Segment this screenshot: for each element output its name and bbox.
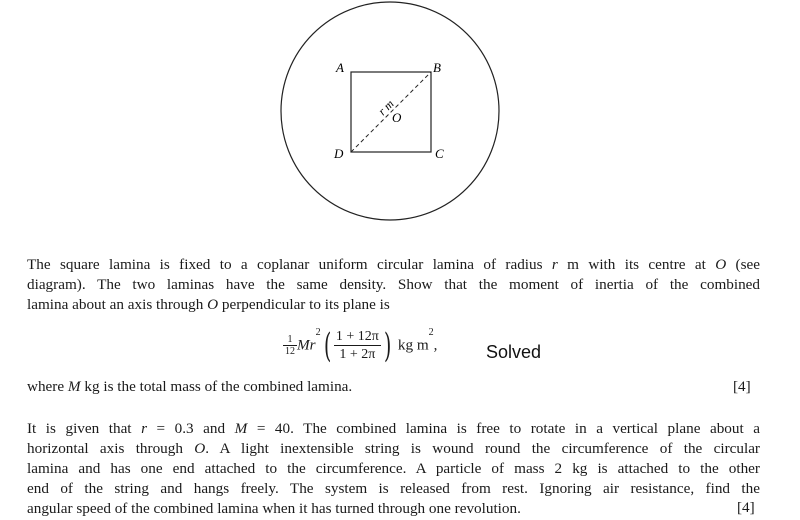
label-d: D <box>334 146 344 161</box>
p2-line: angular speed of the combined lamina when it has turned through one revolution. <box>27 500 521 517</box>
p2-line: It is given that r = 0.3 and M = 40. The combined lamina is free to rotate in a vertical plane about a <box>27 420 760 437</box>
paragraph-question <box>27 419 760 519</box>
frac-denominator: 1 + 2π <box>339 347 376 363</box>
p1-line: diagram). The two laminas have the same density. Show that the moment of inertia of the combined <box>27 276 760 293</box>
moment-of-inertia-formula <box>283 327 437 369</box>
label-o: O <box>392 110 402 125</box>
solved-annotation: Solved <box>486 342 542 362</box>
coef-denominator: 12 <box>285 346 295 358</box>
p2-line: end of the string and hangs freely. The system is released from rest. Ignoring air resistance, find the <box>27 480 760 497</box>
mass-radius: Mr <box>297 336 316 354</box>
paragraph-description <box>27 255 760 315</box>
p2-line: horizontal axis through O. A light inextensible string is wound round the circumference of the circular <box>27 440 760 457</box>
frac-numerator: 1 + 12π <box>335 329 379 345</box>
units-power: 2 <box>428 327 434 338</box>
label-radius: r m <box>375 96 397 119</box>
coef-numerator: 1 <box>283 334 297 346</box>
right-paren: ) <box>383 325 392 366</box>
lamina-diagram <box>0 0 800 240</box>
label-c: C <box>435 146 444 161</box>
marks-first: [4] <box>733 378 751 395</box>
label-a: A <box>336 60 344 75</box>
p1-line: The square lamina is fixed to a coplanar uniform circular lamina of radius r m with its centre at O (see <box>27 256 761 273</box>
p2-line: lamina and has one end attached to the circumference. A particle of mass 2 kg is attached to the other <box>27 460 760 477</box>
main-fraction <box>334 328 381 363</box>
where-line: where M kg is the total mass of the combined lamina. <box>27 378 353 395</box>
formula-comma: , <box>433 336 438 354</box>
units: kg m <box>397 336 429 354</box>
label-b: B <box>433 60 441 75</box>
coefficient-fraction <box>283 334 297 357</box>
radius-power: 2 <box>315 327 321 338</box>
left-paren: ( <box>323 325 331 366</box>
marks-second: [4] <box>737 499 755 516</box>
p1-line: lamina about an axis through O perpendicular to its plane is <box>27 296 390 313</box>
